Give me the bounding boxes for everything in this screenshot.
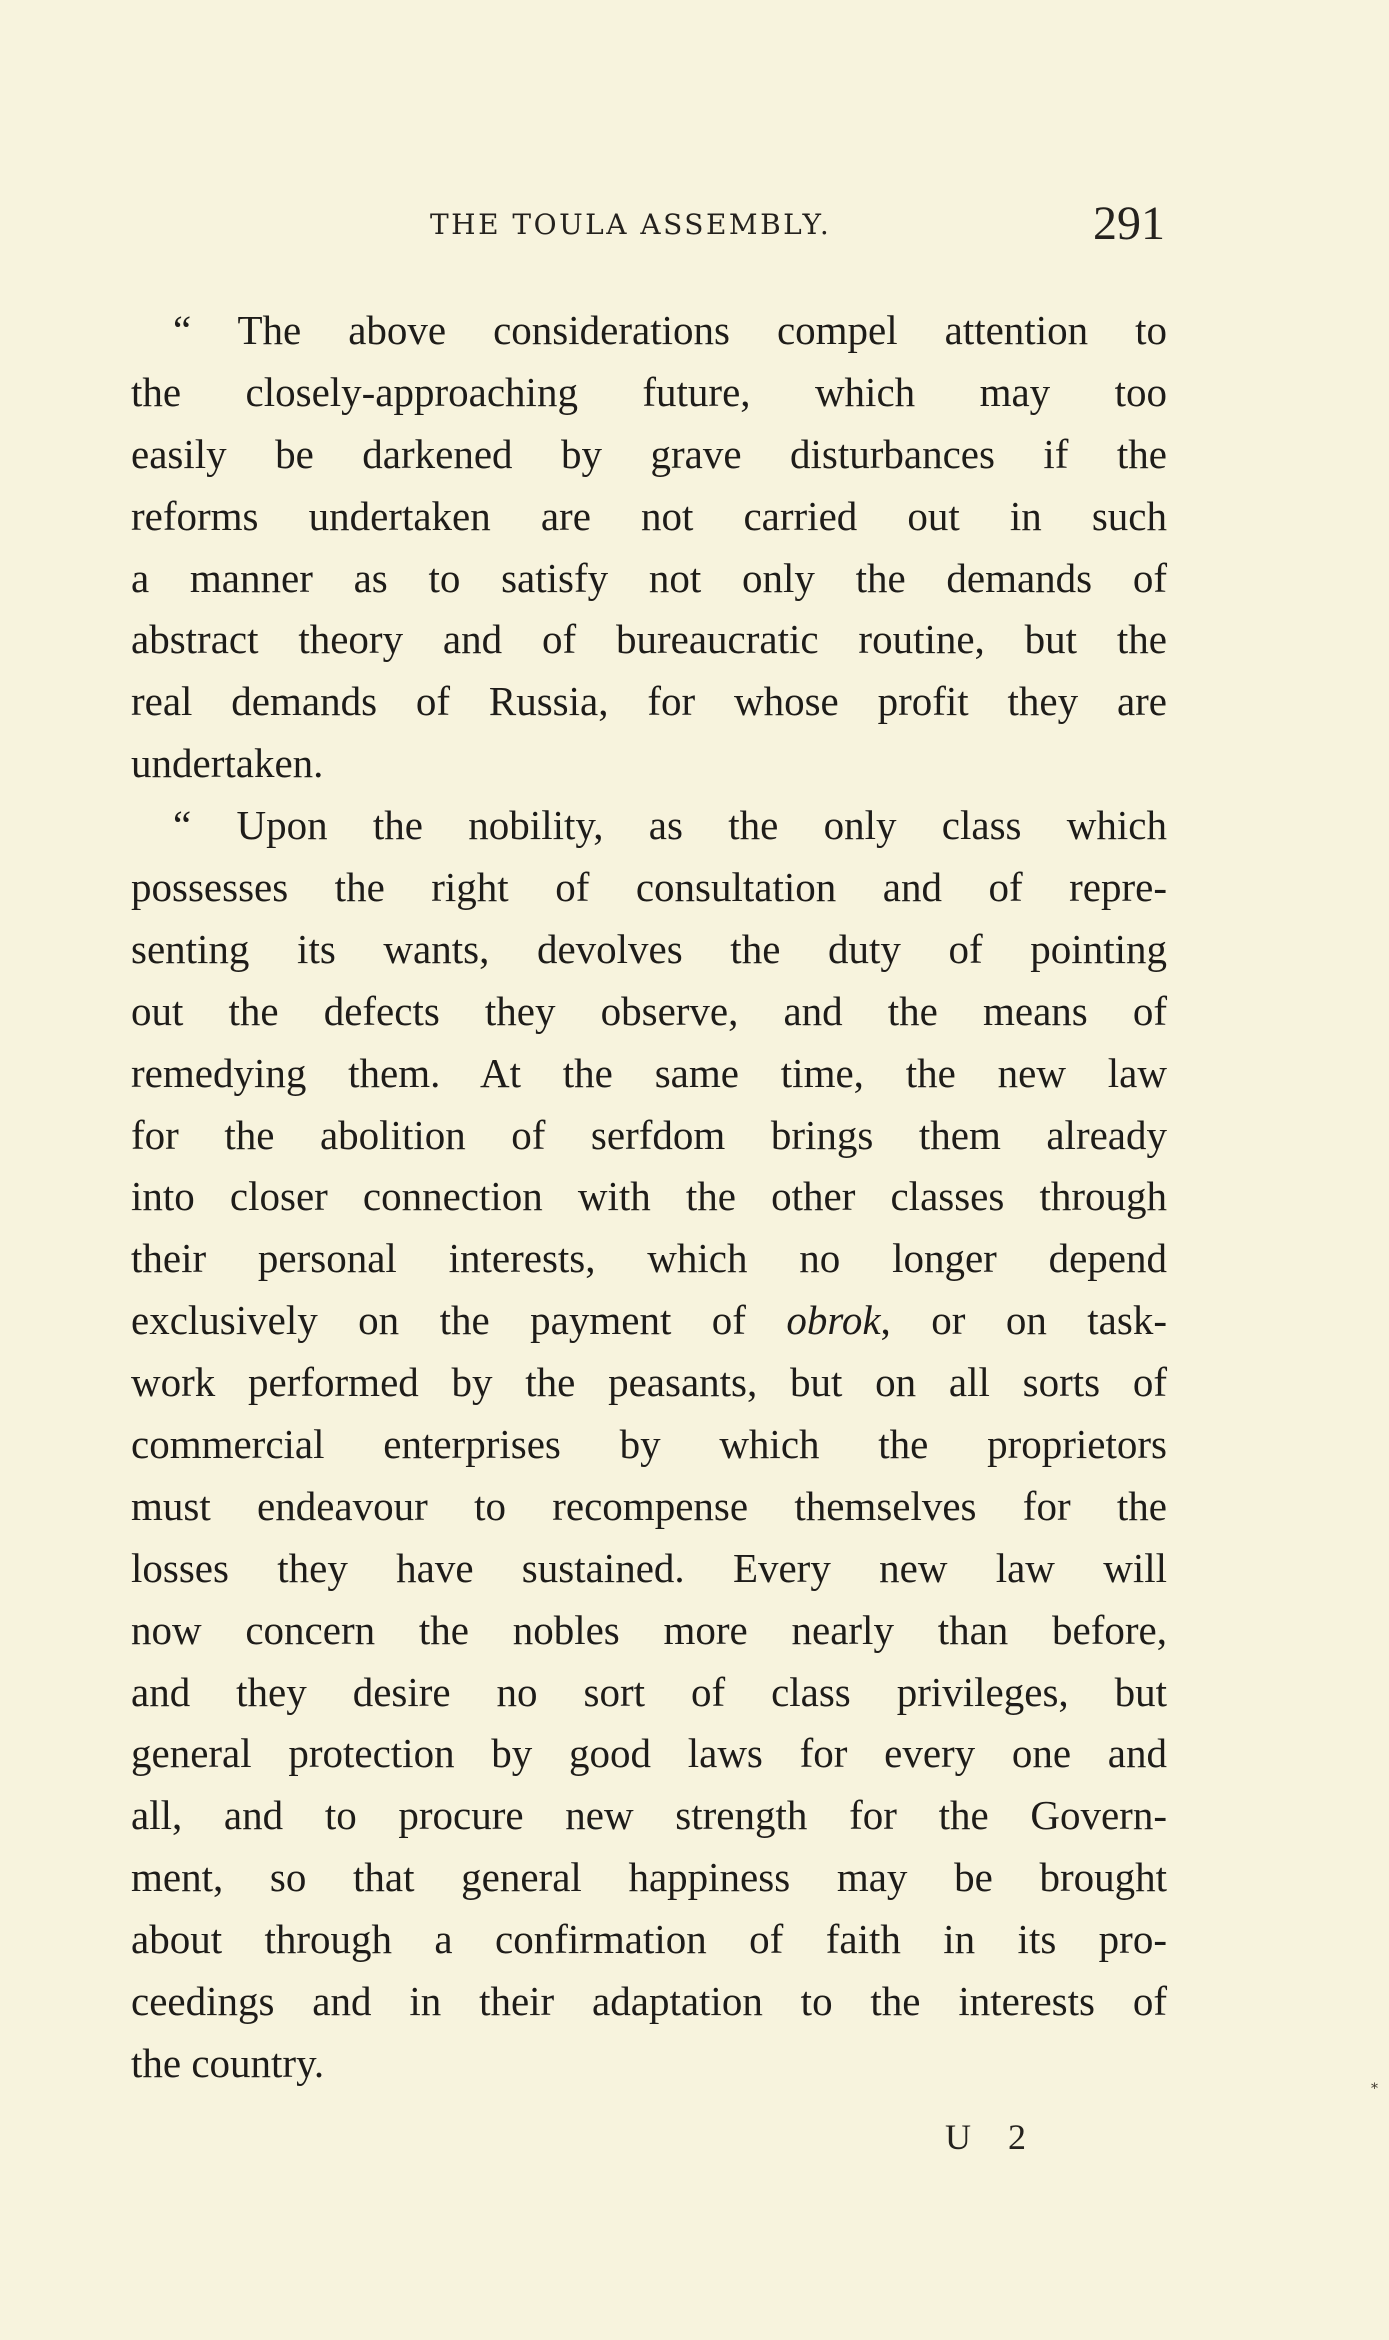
- text-segment: real demands of Russia, for whose profit they are: [131, 678, 1167, 725]
- text-segment: now concern the nobles more nearly than before,: [131, 1606, 1167, 1653]
- running-title: THE TOULA ASSEMBLY.: [430, 208, 832, 241]
- text-line: [131, 2033, 1167, 2095]
- text-segment: abstract theory and of bureaucratic routine, but the: [131, 616, 1167, 663]
- text-segment: easily be darkened by grave disturbances if the: [131, 430, 1167, 477]
- text-segment: all, and to procure new strength for the Govern-: [131, 1792, 1167, 1839]
- text-line: [131, 1228, 1167, 1290]
- text-line: [131, 1847, 1167, 1909]
- text-segment: undertaken.: [131, 740, 324, 787]
- text-line: [131, 424, 1167, 486]
- text-line: [131, 1600, 1167, 1662]
- margin-mark: *: [1371, 2081, 1378, 2097]
- text-segment: about through a confirmation of faith in its pro-: [131, 1916, 1167, 1963]
- text-line: [131, 609, 1167, 671]
- text-segment: and they desire no sort of class privileges, but: [131, 1668, 1167, 1715]
- text-line: [131, 981, 1167, 1043]
- text-segment: into closer connection with the other classes through: [131, 1173, 1167, 1220]
- text-line: [131, 1785, 1167, 1847]
- text-line: [131, 919, 1167, 981]
- text-line: [131, 1290, 1167, 1352]
- text-segment: the country.: [131, 2039, 325, 2086]
- text-segment: “ Upon the nobility, as the only class which: [173, 802, 1167, 849]
- text-line: [131, 795, 1167, 857]
- text-line: [131, 1476, 1167, 1538]
- text-segment: senting its wants, devolves the duty of pointing: [131, 925, 1167, 972]
- text-line: [131, 1662, 1167, 1724]
- text-segment: commercial enterprises by which the proprietors: [131, 1421, 1167, 1468]
- text-segment: possesses the right of consultation and of repre-: [131, 864, 1167, 911]
- text-line: [131, 1105, 1167, 1167]
- text-segment: their personal interests, which no longer depend: [131, 1235, 1167, 1282]
- text-line: [131, 1166, 1167, 1228]
- text-line: [131, 1723, 1167, 1785]
- text-line: [131, 486, 1167, 548]
- signature-mark: U 2: [945, 2117, 1040, 2157]
- text-line: [131, 1909, 1167, 1971]
- text-line: [131, 671, 1167, 733]
- text-segment: reforms undertaken are not carried out in such: [131, 492, 1167, 539]
- text-segment: ment, so that general happiness may be brought: [131, 1854, 1167, 1901]
- text-line: [131, 857, 1167, 919]
- text-segment: ceedings and in their adaptation to the interests of: [131, 1978, 1167, 2025]
- text-line: [131, 733, 1167, 795]
- text-segment: general protection by good laws for every one and: [131, 1730, 1167, 1777]
- text-segment: , or on task-: [880, 1297, 1167, 1344]
- body-text: [131, 300, 1167, 2095]
- text-segment: work performed by the peasants, but on all sorts of: [131, 1359, 1167, 1406]
- text-line: [131, 1352, 1167, 1414]
- text-line: [131, 1538, 1167, 1600]
- text-segment: out the defects they observe, and the means of: [131, 987, 1167, 1034]
- text-segment: for the abolition of serfdom brings them already: [131, 1111, 1167, 1158]
- text-segment: remedying them. At the same time, the new law: [131, 1049, 1167, 1096]
- page-number: 291: [1093, 197, 1165, 250]
- text-line: [131, 1971, 1167, 2033]
- text-segment: a manner as to satisfy not only the demands of: [131, 554, 1167, 601]
- text-segment: “ The above considerations compel attention to: [173, 307, 1167, 353]
- text-line: [131, 362, 1167, 424]
- text-segment: the closely-approaching future, which may too: [131, 368, 1167, 415]
- text-segment: losses they have sustained. Every new law will: [131, 1544, 1167, 1591]
- text-line: [131, 1043, 1167, 1105]
- text-line: [131, 1414, 1167, 1476]
- text-line: [131, 548, 1167, 610]
- italic-term: obrok: [786, 1297, 881, 1344]
- text-segment: exclusively on the payment of: [131, 1297, 787, 1344]
- text-line: [131, 300, 1167, 362]
- text-segment: must endeavour to recompense themselves for the: [131, 1482, 1167, 1529]
